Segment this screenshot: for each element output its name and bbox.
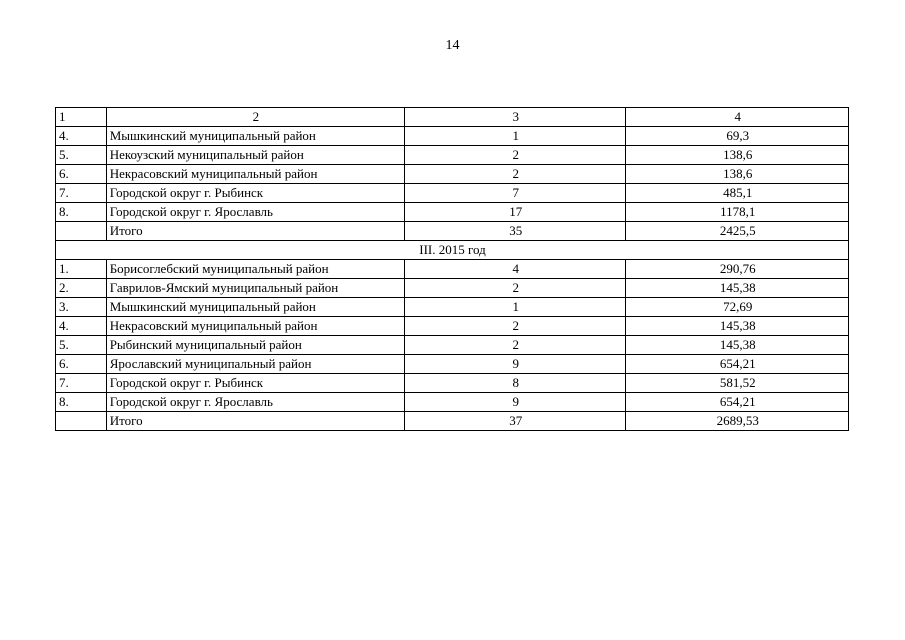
row-number-cell: 8. bbox=[56, 203, 107, 222]
row-count-cell: 1 bbox=[405, 127, 626, 146]
row-sum-cell: 581,52 bbox=[626, 374, 849, 393]
row-name-cell: Некрасовский муниципальный район bbox=[106, 317, 404, 336]
row-count-cell: 2 bbox=[405, 146, 626, 165]
row-count-cell: 37 bbox=[405, 412, 626, 431]
row-name-cell: Некоузский муниципальный район bbox=[106, 146, 404, 165]
row-count-cell: 9 bbox=[405, 355, 626, 374]
data-table bbox=[55, 107, 849, 431]
row-number-cell bbox=[56, 222, 107, 241]
row-sum-cell: 1178,1 bbox=[626, 203, 849, 222]
header-cell-sum: 4 bbox=[626, 108, 849, 127]
table-row bbox=[56, 355, 849, 374]
row-count-cell: 7 bbox=[405, 184, 626, 203]
row-number-cell: 6. bbox=[56, 355, 107, 374]
row-number-cell: 1. bbox=[56, 260, 107, 279]
header-cell-num: 1 bbox=[56, 108, 107, 127]
row-sum-cell: 138,6 bbox=[626, 165, 849, 184]
table-row bbox=[56, 222, 849, 241]
row-name-cell: Мышкинский муниципальный район bbox=[106, 127, 404, 146]
row-number-cell: 8. bbox=[56, 393, 107, 412]
table-row bbox=[56, 412, 849, 431]
row-count-cell: 2 bbox=[405, 279, 626, 298]
row-sum-cell: 138,6 bbox=[626, 146, 849, 165]
row-number-cell: 5. bbox=[56, 336, 107, 355]
row-name-cell: Городской округ г. Рыбинск bbox=[106, 184, 404, 203]
header-cell-count: 3 bbox=[405, 108, 626, 127]
row-count-cell: 9 bbox=[405, 393, 626, 412]
row-count-cell: 1 bbox=[405, 298, 626, 317]
row-name-cell: Некрасовский муниципальный район bbox=[106, 165, 404, 184]
table-row bbox=[56, 203, 849, 222]
table-row bbox=[56, 336, 849, 355]
row-name-cell: Гаврилов-Ямский муниципальный район bbox=[106, 279, 404, 298]
row-sum-cell: 145,38 bbox=[626, 317, 849, 336]
table-row bbox=[56, 317, 849, 336]
row-count-cell: 8 bbox=[405, 374, 626, 393]
table-row bbox=[56, 127, 849, 146]
header-cell-name: 2 bbox=[106, 108, 404, 127]
row-number-cell: 6. bbox=[56, 165, 107, 184]
row-name-cell: Итого bbox=[106, 412, 404, 431]
row-name-cell: Городской округ г. Ярославль bbox=[106, 203, 404, 222]
row-count-cell: 4 bbox=[405, 260, 626, 279]
row-sum-cell: 290,76 bbox=[626, 260, 849, 279]
row-name-cell: Городской округ г. Рыбинск bbox=[106, 374, 404, 393]
row-count-cell: 2 bbox=[405, 165, 626, 184]
table-row bbox=[56, 165, 849, 184]
row-number-cell bbox=[56, 412, 107, 431]
row-name-cell: Городской округ г. Ярославль bbox=[106, 393, 404, 412]
row-sum-cell: 145,38 bbox=[626, 336, 849, 355]
row-sum-cell: 485,1 bbox=[626, 184, 849, 203]
header-row bbox=[56, 108, 849, 127]
row-count-cell: 35 bbox=[405, 222, 626, 241]
row-number-cell: 2. bbox=[56, 279, 107, 298]
row-number-cell: 4. bbox=[56, 127, 107, 146]
page-number: 14 bbox=[445, 38, 460, 53]
row-name-cell: Мышкинский муниципальный район bbox=[106, 298, 404, 317]
table-row bbox=[56, 279, 849, 298]
row-number-cell: 7. bbox=[56, 184, 107, 203]
table-row bbox=[56, 298, 849, 317]
row-number-cell: 3. bbox=[56, 298, 107, 317]
row-name-cell: Итого bbox=[106, 222, 404, 241]
table-row bbox=[56, 260, 849, 279]
row-sum-cell: 2425,5 bbox=[626, 222, 849, 241]
row-name-cell: Рыбинский муниципальный район bbox=[106, 336, 404, 355]
row-sum-cell: 654,21 bbox=[626, 355, 849, 374]
row-name-cell: Борисоглебский муниципальный район bbox=[106, 260, 404, 279]
row-count-cell: 17 bbox=[405, 203, 626, 222]
table-row bbox=[56, 374, 849, 393]
row-sum-cell: 72,69 bbox=[626, 298, 849, 317]
row-number-cell: 4. bbox=[56, 317, 107, 336]
row-count-cell: 2 bbox=[405, 317, 626, 336]
table-row bbox=[56, 146, 849, 165]
row-number-cell: 5. bbox=[56, 146, 107, 165]
row-count-cell: 2 bbox=[405, 336, 626, 355]
row-name-cell: Ярославский муниципальный район bbox=[106, 355, 404, 374]
row-sum-cell: 654,21 bbox=[626, 393, 849, 412]
table-row bbox=[56, 184, 849, 203]
row-sum-cell: 145,38 bbox=[626, 279, 849, 298]
section-row bbox=[56, 241, 849, 260]
row-number-cell: 7. bbox=[56, 374, 107, 393]
row-sum-cell: 69,3 bbox=[626, 127, 849, 146]
row-sum-cell: 2689,53 bbox=[626, 412, 849, 431]
table-row bbox=[56, 393, 849, 412]
section-title: III. 2015 год bbox=[56, 241, 849, 260]
